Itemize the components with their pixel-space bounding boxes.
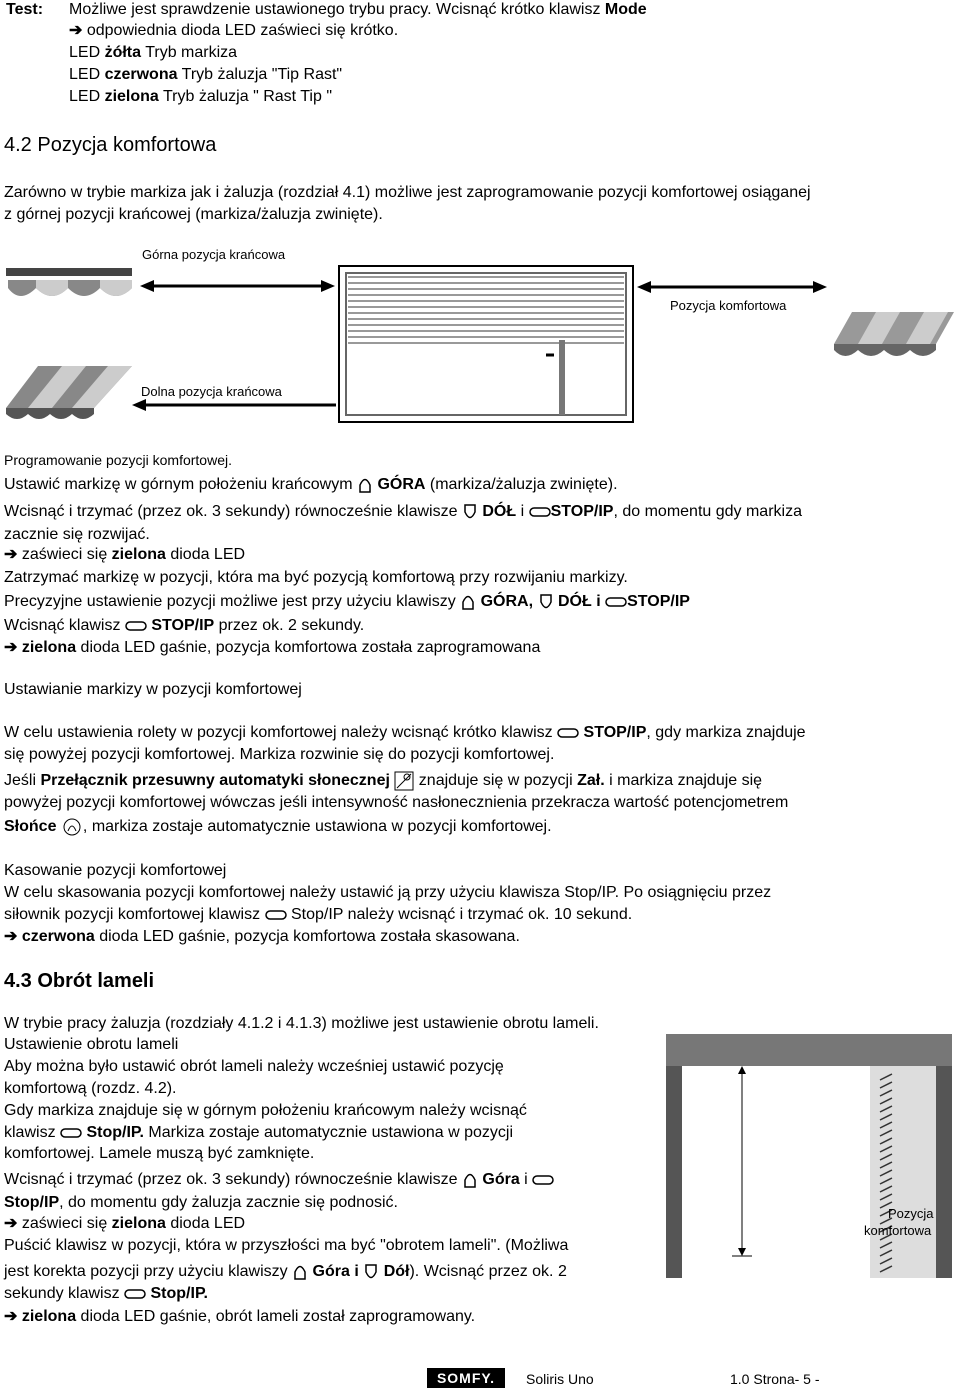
set-line-3: Jeśli Przełącznik przesuwny automatyki słonecznej znajduje się w pozycji Zał. i markiza znajduje się (4, 772, 763, 790)
s43-line-8: Wcisnąć i trzymać (przez ok. 3 sekundy) równocześnie klawisze Góra i (4, 1170, 554, 1190)
s43-line-14: ➔ zielona dioda LED gaśnie, obrót lameli został zaprogramowany. (4, 1308, 476, 1325)
stop-key-icon (125, 620, 147, 632)
delete-title: Kasowanie pozycji komfortowej (4, 862, 227, 879)
delete-line-2: siłownik pozycji komfortowej klawisz Stop/IP należy wcisnąć i trzymać ok. 10 sekund. (4, 906, 633, 923)
led-green: LED zielona Tryb żaluzja " Rast Tip " (69, 88, 333, 105)
s42-paragraph-1: Zarówno w trybie markiza jak i żaluzja (rozdział 4.1) możliwe jest zaprogramowanie pozycji komfortowej osiąganej (4, 184, 811, 201)
s43-line-9: Stop/IP, do momentu gdy żaluzja zacznie się podnosić. (4, 1194, 398, 1211)
up-key-icon (292, 1263, 308, 1281)
awning-comfort-illustration (832, 312, 958, 360)
section-heading-4-2: 4.2 Pozycja komfortowa (4, 134, 217, 156)
s42-paragraph-2: z górnej pozycji krańcowej (markiza/żaluzja zwinięte). (4, 206, 383, 223)
set-line-2: się powyżej pozycji komfortowej. Markiza rozwinie się do pozycji komfortowej. (4, 746, 555, 763)
up-key-icon (462, 1171, 478, 1189)
set-line-4: powyżej pozycji komfortowej wówczas jeśli intensywność nasłonecznienia przekracza wartość potencjometrem (4, 794, 789, 811)
led-red: LED czerwona Tryb żaluzja "Tip Rast" (69, 66, 343, 83)
fig-label-comfort-2: komfortowa (864, 1223, 932, 1238)
s43-line-3: Aby można było ustawić obrót lameli należy wcześniej ustawić pozycję (4, 1058, 504, 1075)
s43-line-5: Gdy markiza znajduje się w górnym położeniu krańcowym należy wcisnąć (4, 1102, 527, 1119)
label-top-limit: Górna pozycja krańcowa (142, 247, 286, 262)
fig-label-comfort-1: Pozycja (888, 1206, 934, 1221)
prog-title: Programowanie pozycji komfortowej. (4, 452, 232, 468)
prog-line-6: Zatrzymać markizę w pozycji, która ma być pozycją komfortową przy rozwijaniu markizy. (4, 569, 628, 586)
awning-bottom-illustration (4, 366, 136, 424)
venetian-blind-illustration (666, 1034, 952, 1278)
s43-line-10: ➔ zaświeci się zielona dioda LED (4, 1215, 246, 1232)
s43-line-13: sekundy klawisz Stop/IP. (4, 1285, 208, 1302)
stop-key-icon (265, 909, 287, 921)
prog-line-5: ➔ zaświeci się zielona dioda LED (4, 546, 246, 563)
down-key-icon (363, 1263, 379, 1281)
stop-key-icon (605, 596, 627, 608)
test-line-1: Możliwe jest sprawdzenie ustawionego trybu pracy. Wcisnąć krótko klawisz Mode (69, 1, 647, 18)
arrow-icon: ➔ (4, 1308, 18, 1325)
prog-line-4: zacznie się rozwijać. (4, 526, 150, 543)
delete-line-3: ➔ czerwona dioda LED gaśnie, pozycja komfortowa została skasowana. (4, 928, 520, 945)
test-line-2: ➔ odpowiednia dioda LED zaświeci się krótko. (69, 22, 399, 39)
arrow-icon: ➔ (4, 928, 18, 945)
up-key-icon (357, 476, 373, 494)
arrow-icon: ➔ (4, 546, 18, 563)
set-line-1: W celu ustawienia rolety w pozycji komfortowej należy wcisnąć krótko klawisz STOP/IP, gdy markiza znajduje (4, 724, 806, 741)
arrow-icon: ➔ (4, 1215, 18, 1232)
stop-key-icon (60, 1127, 82, 1139)
arrow-icon: ➔ (69, 22, 83, 39)
s43-line-4: komfortową (rozdz. 4.2). (4, 1080, 177, 1097)
test-label: Test: (6, 1, 44, 18)
arrow-bottom-position (132, 398, 336, 412)
double-arrow-left (140, 279, 335, 293)
awning-top-illustration (4, 266, 134, 306)
prog-line-8: Wcisnąć klawisz STOP/IP przez ok. 2 sekundy. (4, 617, 365, 634)
footer-product: Soliris Uno (526, 1371, 594, 1387)
section-heading-4-3: 4.3 Obrót lameli (4, 970, 155, 992)
prog-line-3: Wcisnąć i trzymać (przez ok. 3 sekundy) równocześnie klawisze DÓŁ i STOP/IP, do momentu gdy markiza (4, 503, 802, 520)
s43-line-7: komfortowej. Lamele muszą być zamknięte. (4, 1145, 315, 1162)
prog-line-9: ➔ zielona dioda LED gaśnie, pozycja komfortowa została zaprogramowana (4, 639, 541, 656)
label-bottom-limit: Dolna pozycja krańcowa (141, 384, 282, 399)
down-key-icon (538, 593, 554, 611)
delete-line-1: W celu skasowania pozycji komfortowej należy ustawić ją przy użyciu klawisza Stop/IP. Po osiągnięciu przez (4, 884, 772, 901)
sun-potentiometer-icon (61, 818, 83, 836)
s43-line-1: W trybie pracy żaluzja (rozdziały 4.1.2 i 4.1.3) możliwe jest ustawienie obrotu lameli. (4, 1015, 599, 1032)
arrow-icon: ➔ (4, 639, 18, 656)
window-shutter-illustration (338, 265, 634, 423)
down-key-icon (462, 503, 478, 521)
prog-line-7: Precyzyjne ustawienie pozycji możliwe jest przy użyciu klawiszy GÓRA, DÓŁ i STOP/IP (4, 593, 690, 610)
s43-line-12: jest korekta pozycji przy użyciu klawiszy Góra i Dół). Wcisnąć przez ok. 2 (4, 1263, 567, 1280)
set-title: Ustawianie markizy w pozycji komfortowej (4, 681, 302, 698)
sun-switch-icon (394, 771, 414, 791)
label-comfort-position: Pozycja komfortowa (670, 298, 787, 313)
s43-line-6: klawisz Stop/IP. Markiza zostaje automatycznie ustawiona w pozycji (4, 1124, 514, 1141)
somfy-logo: SOMFY. (427, 1368, 505, 1388)
set-line-5: Słońce , markiza zostaje automatycznie ustawiona w pozycji komfortowej. (4, 818, 552, 835)
stop-key-icon (557, 727, 579, 739)
prog-line-2: Ustawić markizę w górnym położeniu krańcowym GÓRA (markiza/żaluzja zwinięte). (4, 476, 618, 493)
stop-key-icon (124, 1288, 146, 1300)
double-arrow-right (637, 280, 827, 294)
s43-line-11: Puścić klawisz w pozycji, która w przyszłości ma być "obrotem lameli". (Możliwa (4, 1237, 569, 1254)
stop-key-icon (529, 506, 551, 518)
footer-page: 1.0 Strona- 5 - (730, 1371, 820, 1387)
s43-line-2: Ustawienie obrotu lameli (4, 1036, 179, 1053)
stop-key-icon (532, 1174, 554, 1186)
up-key-icon (460, 593, 476, 611)
led-yellow: LED żółta Tryb markiza (69, 44, 238, 61)
